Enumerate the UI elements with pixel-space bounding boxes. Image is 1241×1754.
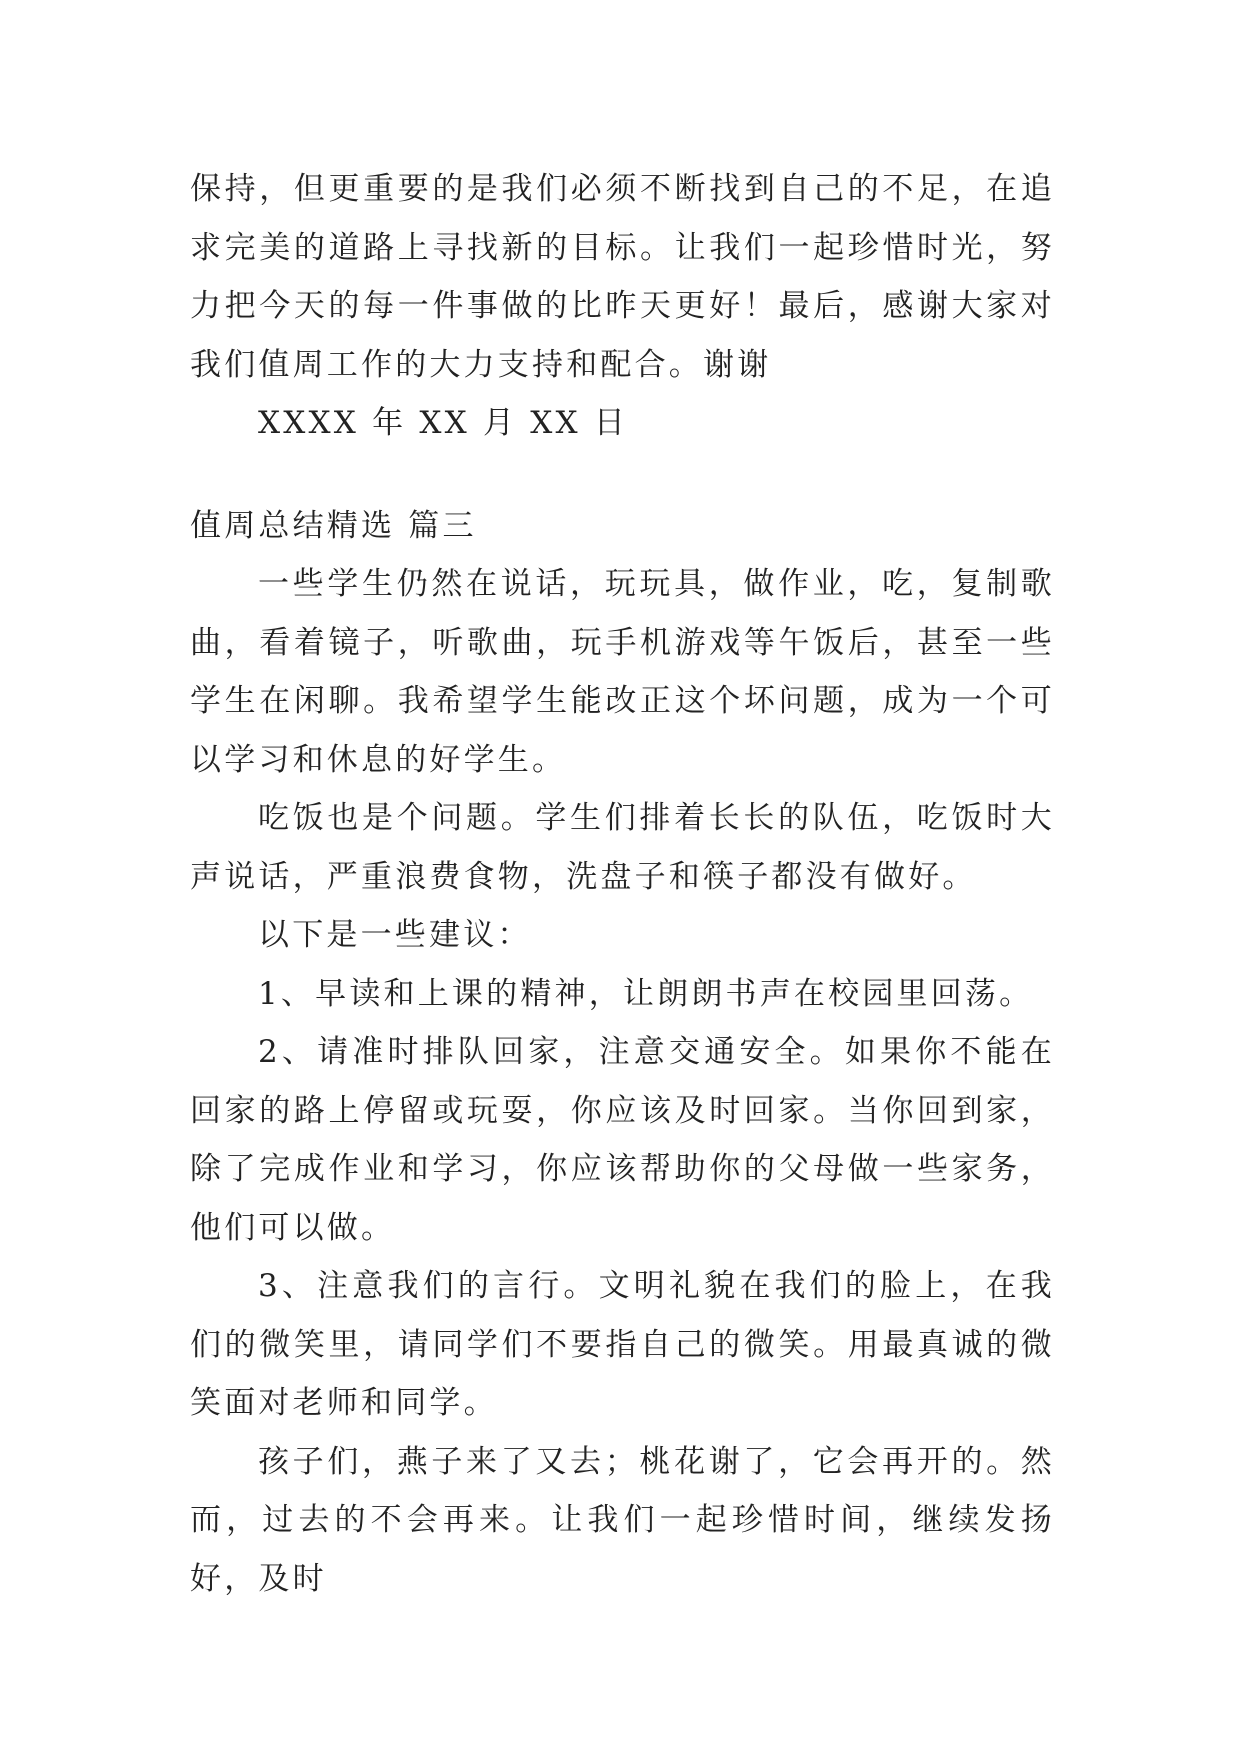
suggestion-1: 1、早读和上课的精神，让朗朗书声在校园里回荡。: [258, 975, 1034, 1012]
document-body: [190, 160, 1055, 1608]
section-heading: 值周总结精选 篇三: [190, 507, 477, 544]
suggestion-3: 3、注意我们的言行。文明礼貌在我们的脸上，在我们的微笑里，请同学们不要指自己的微笑。用最真诚的微笑面对老师和同学。: [190, 1268, 1055, 1421]
continuation-paragraph: 保持，但更重要的是我们必须不断找到自己的不足，在追求完美的道路上寻找新的目标。让我们一起珍惜时光，努力把今天的每一件事做的比昨天更好！最后，感谢大家对我们值周工作的大力支持和配合。谢谢: [190, 171, 1055, 383]
date-line: XXXX 年 XX 月 XX 日: [258, 405, 629, 441]
body-paragraph-1: 一些学生仍然在说话，玩玩具，做作业，吃，复制歌曲，看着镜子，听歌曲，玩手机游戏等午饭后，甚至一些学生在闲聊。我希望学生能改正这个坏问题，成为一个可以学习和休息的好学生。: [190, 566, 1055, 778]
body-paragraph-2: 吃饭也是个问题。学生们排着长长的队伍，吃饭时大声说话，严重浪费食物，洗盘子和筷子都没有做好。: [190, 800, 1055, 895]
suggestion-2: 2、请准时排队回家，注意交通安全。如果你不能在回家的路上停留或玩耍，你应该及时回家。当你回到家，除了完成作业和学习，你应该帮助你的父母做一些家务，他们可以做。: [190, 1034, 1055, 1246]
closing-paragraph: 孩子们，燕子来了又去；桃花谢了，它会再开的。然而，过去的不会再来。让我们一起珍惜时间，继续发扬好，及时: [190, 1443, 1055, 1597]
suggestions-intro: 以下是一些建议：: [258, 917, 532, 953]
